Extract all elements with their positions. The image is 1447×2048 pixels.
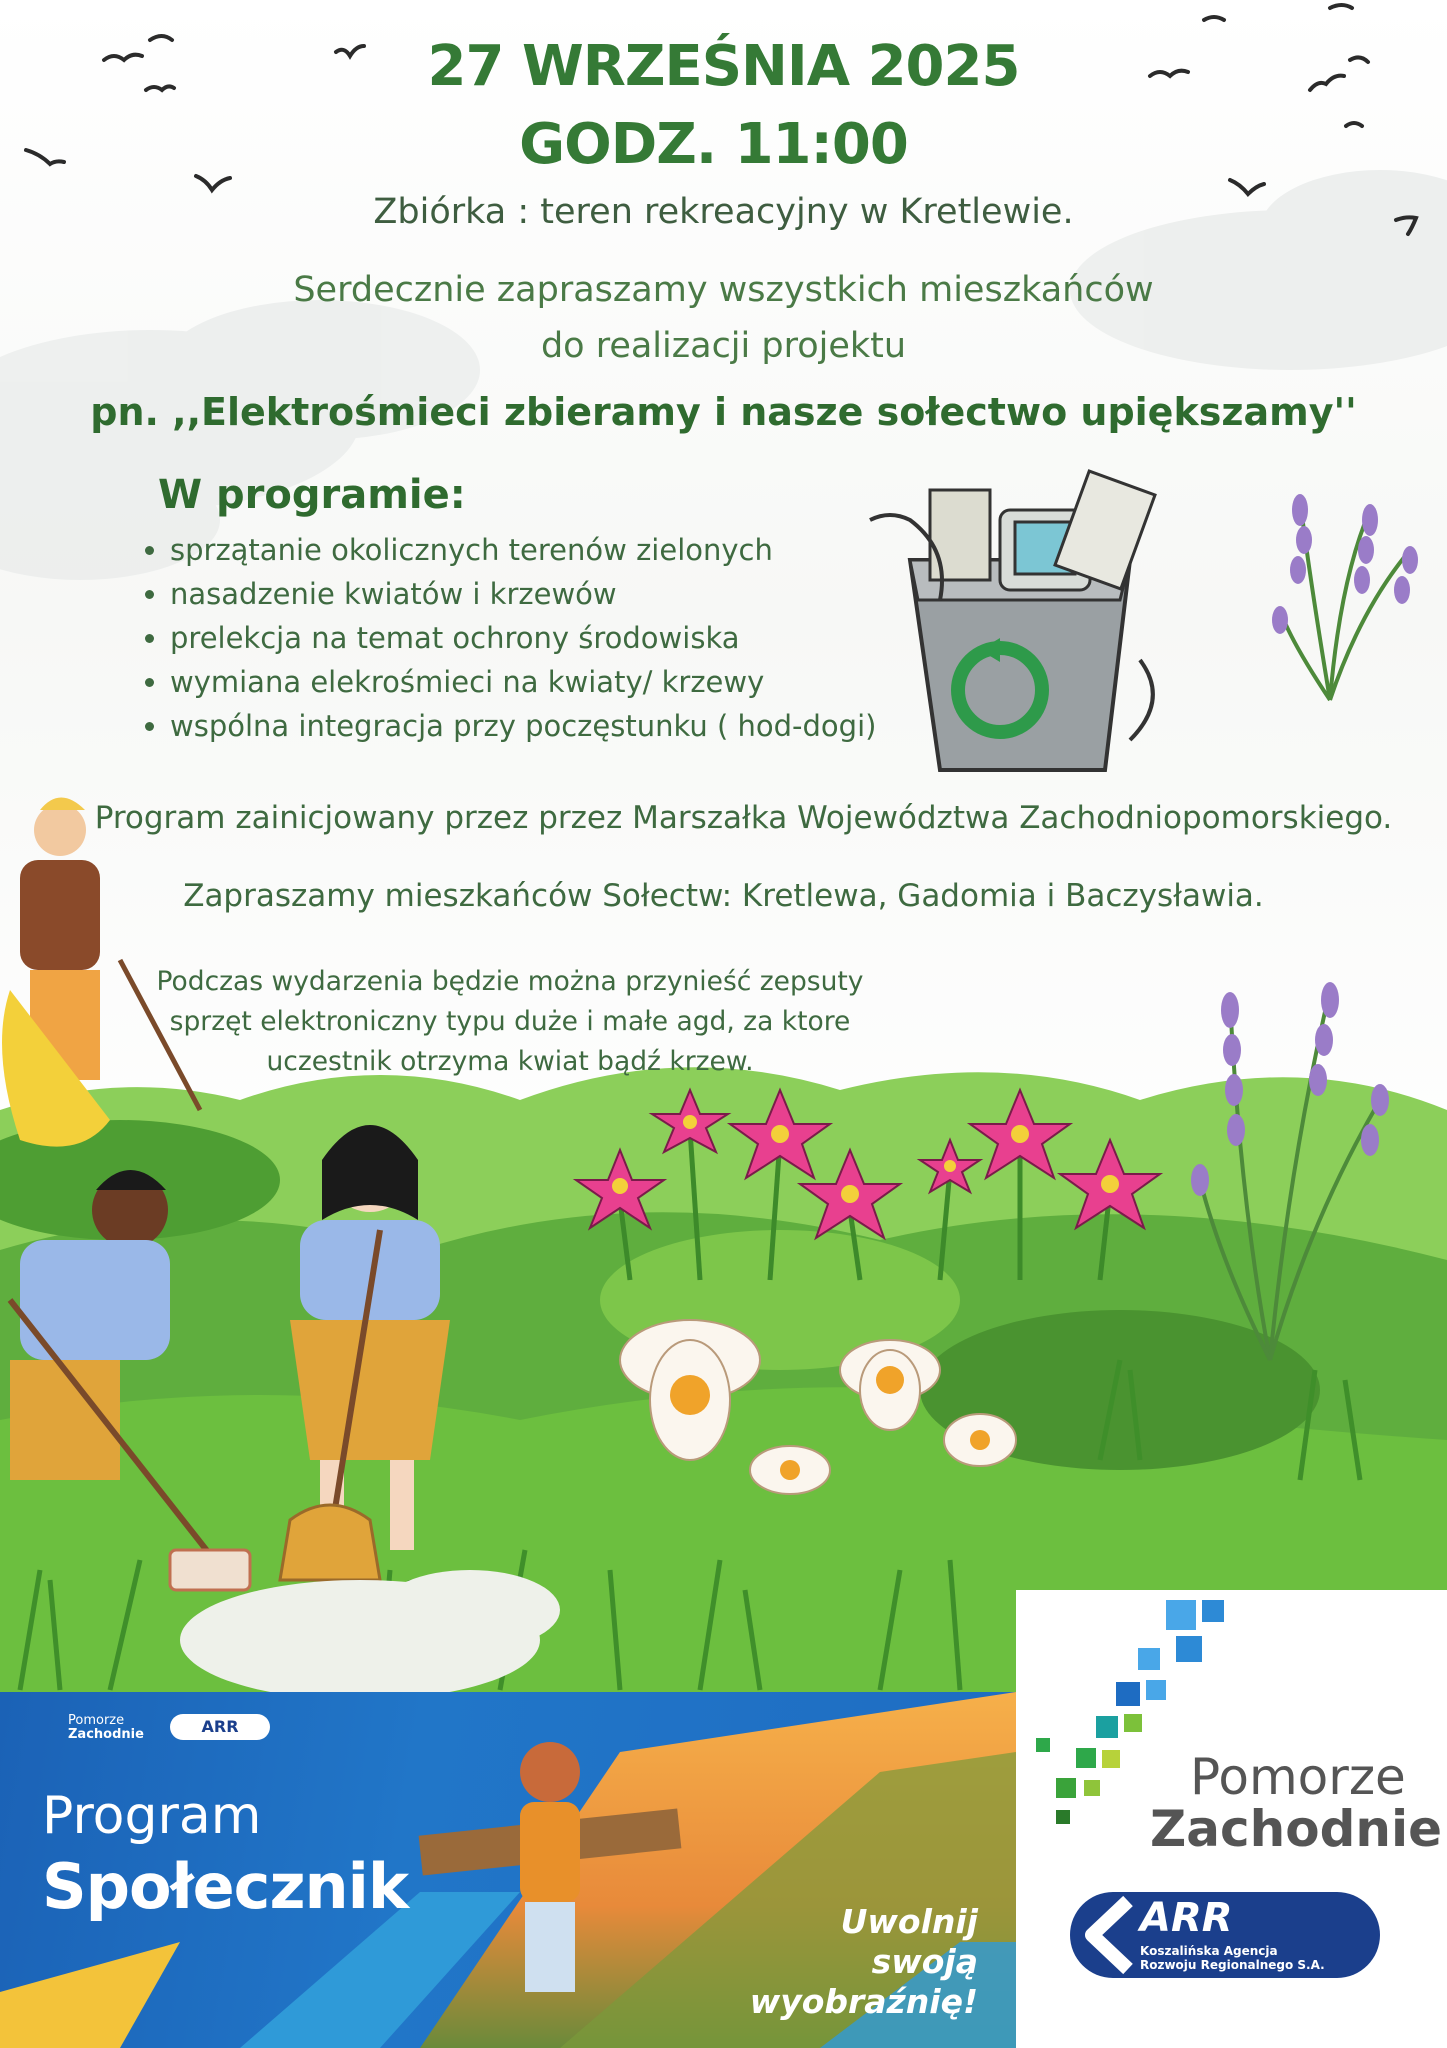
invitation-line-1: Serdecznie zapraszamy wszystkich mieszkańców — [293, 270, 1154, 310]
lavender-plant-illustration — [1272, 494, 1418, 700]
arr-chevron-icon — [1078, 1895, 1138, 1975]
logo-zachodnie: Zachodnie — [1150, 1800, 1443, 1858]
banner-program-label: Program — [42, 1786, 262, 1846]
list-item: • prelekcja na temat ochrony środowiska — [170, 616, 876, 660]
invitation-line-2: do realizacji projektu — [540, 326, 907, 366]
event-note-line-3: uczestnik otrzyma kwiat bądź krzew. — [266, 1046, 754, 1077]
event-time: GODZ. 11:00 — [519, 112, 908, 177]
event-note-line-2: sprzęt elektroniczny typu duże i małe agd, za ktore — [169, 1006, 851, 1037]
banner-slogan-line-3: wyobraźnię! — [749, 1982, 978, 2021]
list-item: • nasadzenie kwiatów i krzewów — [170, 572, 876, 616]
villages-invitation: Zapraszamy mieszkańców Sołectw: Kretlewa, Gadomia i Baczysławia. — [183, 878, 1264, 914]
invitation-text — [0, 262, 1447, 374]
ewaste-bin-illustration — [870, 471, 1155, 770]
banner-slogan-line-1: Uwolnij — [840, 1902, 978, 1941]
initiator-text: Program zainicjowany przez przez Marszałka Województwa Zachodniopomorskiego. — [94, 800, 1393, 836]
project-name: pn. ,,Elektrośmieci zbieramy i nasze sołectwo upiększamy'' — [90, 390, 1357, 434]
event-note — [140, 962, 880, 1082]
arr-subtitle-line-2: Rozwoju Regionalnego S.A. — [1140, 1958, 1325, 1972]
event-note-line-1: Podczas wydarzenia będzie można przynieść zepsuty — [156, 966, 864, 997]
list-item: • wymiana elekrośmieci na kwiaty/ krzewy — [170, 660, 876, 704]
event-date: 27 WRZEŚNIA 2025 — [427, 34, 1020, 99]
spolecznik-banner — [0, 1692, 1016, 2048]
logo-pomorze: Pomorze — [1190, 1748, 1406, 1806]
banner-slogan-line-2: swoją — [871, 1942, 978, 1981]
banner-program-name: Społecznik — [42, 1850, 409, 1923]
program-list — [140, 528, 876, 748]
banner-logo-pomorze-line1: Pomorze — [68, 1713, 125, 1728]
banner-slogan — [738, 1902, 978, 2022]
list-item: • wspólna integracja przy poczęstunku ( hod-dogi) — [170, 704, 876, 748]
arr-logo-subtitle — [1140, 1944, 1325, 1972]
banner-logo-arr: ARR — [170, 1714, 270, 1740]
arr-logo-text: ARR — [1140, 1895, 1233, 1941]
list-item: • sprzątanie okolicznych terenów zielonych — [170, 528, 876, 572]
program-title: W programie: — [158, 472, 466, 518]
banner-logo-pomorze-line2: Zachodnie — [68, 1727, 144, 1742]
arr-subtitle-line-1: Koszalińska Agencja — [1140, 1944, 1278, 1958]
banner-logo-pomorze — [68, 1714, 144, 1742]
meeting-place: Zbiórka : teren rekreacyjny w Kretlewie. — [373, 192, 1074, 232]
